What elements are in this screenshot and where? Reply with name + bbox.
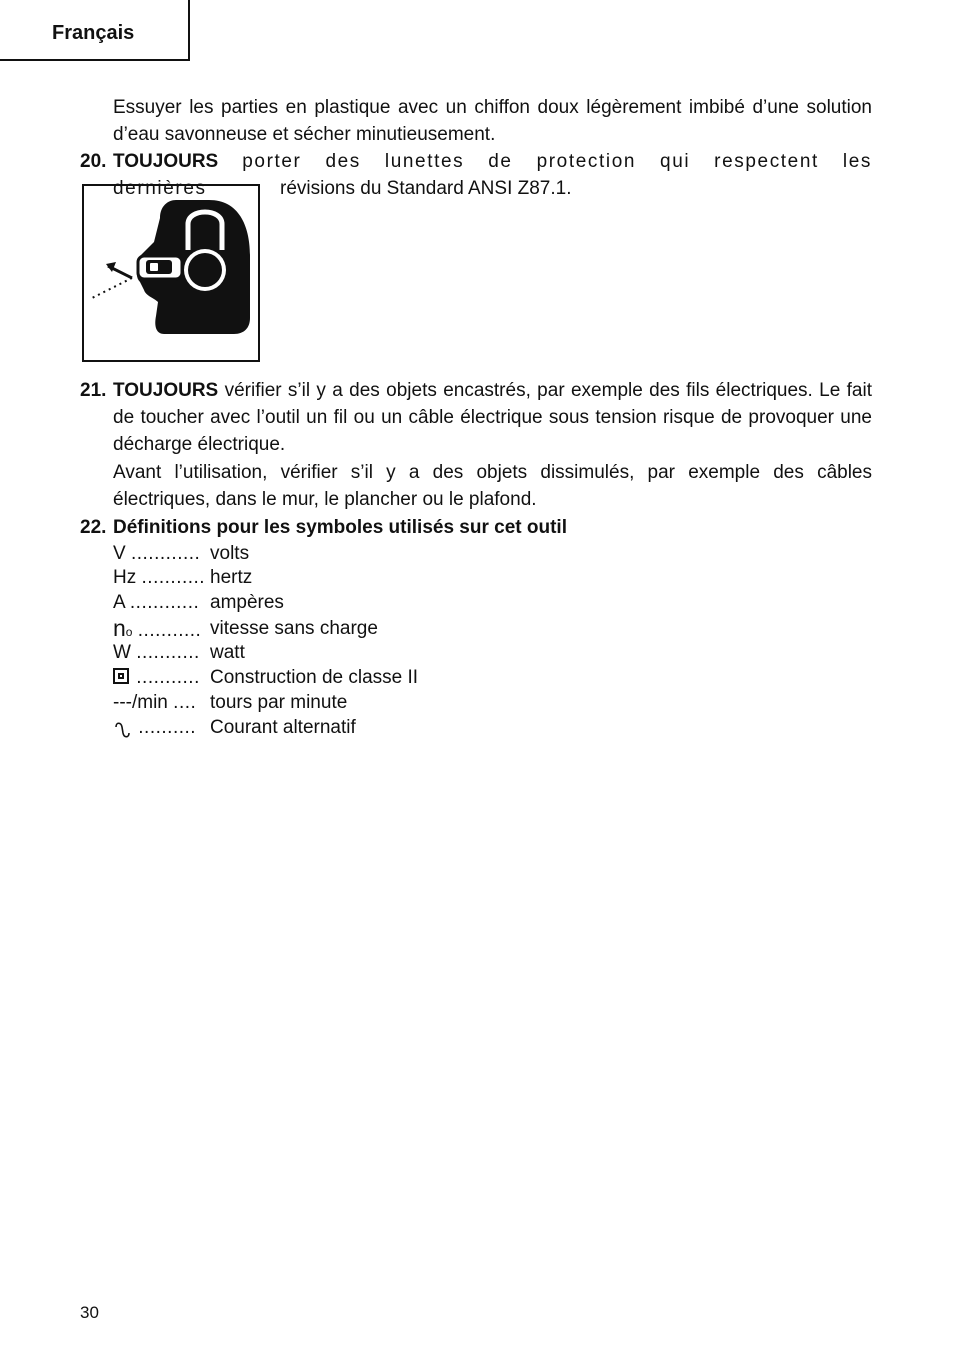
- page-number: 30: [80, 1303, 99, 1322]
- dot-leader: ..........: [138, 717, 197, 738]
- item-22-heading: Définitions pour les symboles utilisés sur cet outil: [113, 517, 567, 538]
- alternating-current-icon: [113, 719, 133, 739]
- item-21-lead: TOUJOURS: [113, 380, 219, 401]
- item-20-number: 20.: [80, 151, 107, 172]
- dot-leader: ............: [130, 543, 201, 564]
- symbol: Hz: [113, 567, 137, 588]
- symbol-meaning: vitesse sans charge: [210, 618, 378, 639]
- item-20-lead: TOUJOURS: [113, 151, 219, 172]
- item-21-paragraph-2: Avant l’utilisation, vérifier s’il y a des objets dissimulés, par exemple des câbles électriques, dans le mur, le plancher ou le plafond.: [113, 462, 872, 510]
- symbol: ---/min: [113, 692, 168, 713]
- dot-leader: ............: [129, 592, 200, 613]
- item-21-paragraph: [113, 377, 872, 458]
- symbol-subscript: o: [125, 625, 133, 639]
- symbol-meaning: tours par minute: [210, 692, 348, 713]
- dot-leader: ...........: [136, 642, 200, 663]
- language-label: Français: [52, 22, 135, 44]
- item-21-text: vérifier s’il y a des objets encastrés, par exemple des fils électriques. Le fait de toucher avec l’outil un fil ou un câble électrique sous tension risque de provoquer une décharge électrique.: [113, 380, 873, 455]
- language-tab: [0, 0, 190, 61]
- symbol-meaning: volts: [210, 543, 250, 564]
- symbol: W: [113, 642, 131, 663]
- dot-leader: ...........: [137, 620, 202, 641]
- symbol-meaning: Construction de classe II: [210, 667, 419, 688]
- symbol-meaning: ampères: [210, 592, 284, 613]
- dot-leader: ....: [173, 692, 197, 713]
- safety-glasses-ear-protection-icon: [82, 184, 260, 362]
- class-ii-construction-icon: [113, 668, 129, 684]
- item-21-number: 21.: [80, 380, 107, 401]
- intro-paragraph: Essuyer les parties en plastique avec un chiffon doux légèrement imbibé d’une solution d’eau savonneuse et sécher minutieusement.: [113, 97, 872, 145]
- item-20-line2: révisions du Standard ANSI Z87.1.: [280, 178, 572, 199]
- symbol-meaning: Courant alternatif: [210, 717, 356, 738]
- symbol-meaning: hertz: [210, 567, 253, 588]
- dot-leader: ...........: [141, 567, 206, 588]
- symbol: n: [113, 615, 126, 641]
- symbol-meaning: watt: [210, 642, 245, 663]
- item-20-text-line1: porter des lunettes de protection qui respectent les dernières: [113, 151, 872, 199]
- symbol: V: [113, 543, 126, 564]
- item-22-number: 22.: [80, 517, 107, 538]
- dot-leader: ...........: [136, 667, 200, 688]
- symbol: A: [113, 592, 125, 613]
